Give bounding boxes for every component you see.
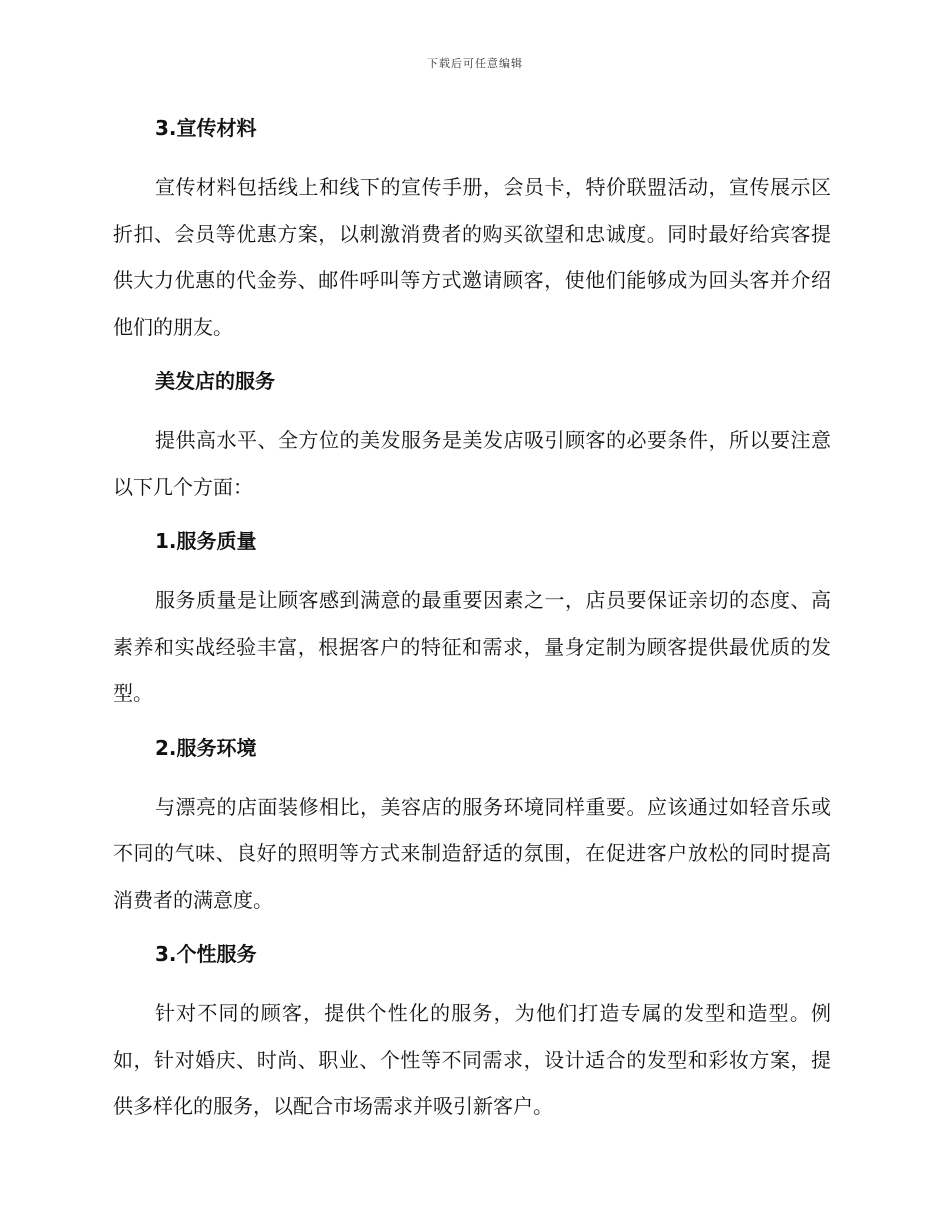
section-paragraph-salon-service: 提供高水平、全方位的美发服务是美发店吸引顾客的必要条件，所以要注意以下几个方面： <box>113 428 831 499</box>
section-heading-promo-materials: 3.宣传材料 <box>155 116 257 140</box>
section-heading-service-quality: 1.服务质量 <box>155 529 257 553</box>
section-heading-personalized-service: 3.个性服务 <box>155 942 257 966</box>
page-header-note: 下载后可任意编辑 <box>427 57 523 70</box>
section-heading-service-environment: 2.服务环境 <box>155 735 257 760</box>
section-heading-salon-service: 美发店的服务 <box>155 369 275 393</box>
section-paragraph-service-environment: 与漂亮的店面装修相比，美容店的服务环境同样重要。应该通过如轻音乐或不同的气味、良好的照明等方式来制造舒适的氛围，在促进客户放松的同时提高消费者的满意度。 <box>113 794 831 912</box>
section-paragraph-promo-materials: 宣传材料包括线上和线下的宣传手册，会员卡，特价联盟活动，宣传展示区折扣、会员等优惠方案，以刺激消费者的购买欲望和忠诚度。同时最好给宾客提供大力优惠的代金券、邮件呼叫等方式邀请顾客，使他们能够成为回头客并介绍他们的朋友。 <box>113 175 831 339</box>
section-paragraph-personalized-service: 针对不同的顾客，提供个性化的服务，为他们打造专属的发型和造型。例如，针对婚庆、时尚、职业、个性等不同需求，设计适合的发型和彩妆方案，提供多样化的服务，以配合市场需求并吸引新客户。 <box>113 1001 831 1118</box>
section-paragraph-service-quality: 服务质量是让顾客感到满意的最重要因素之一，店员要保证亲切的态度、高素养和实战经验丰富，根据客户的特征和需求，量身定制为顾客提供最优质的发型。 <box>113 588 831 705</box>
document-body <box>113 112 831 1130</box>
